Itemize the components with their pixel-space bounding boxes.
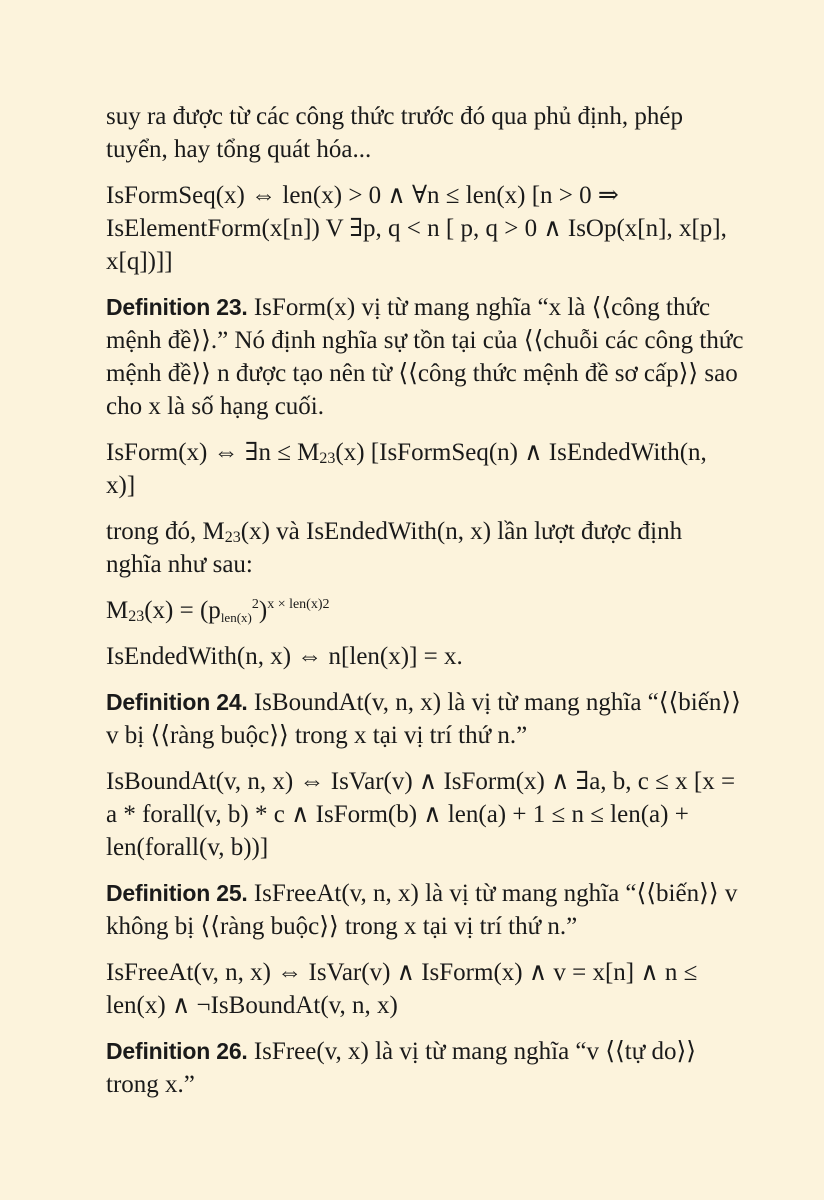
definition-text: IsForm(x) vị từ mang nghĩa “x là ⟨⟨công thức (247, 294, 711, 321)
formula-line: IsBoundAt(v, n, x) ⇔ IsVar(v) ∧ IsForm(x) ∧ ∃a, b, c ≤ x [x = (106, 768, 736, 795)
subscript: 23 (319, 450, 336, 467)
definition-23 (106, 291, 776, 423)
definition-text: trong x.” (106, 1071, 195, 1098)
definition-line (106, 877, 776, 910)
formula-part: M (106, 597, 129, 624)
intro-paragraph (106, 100, 776, 166)
formula-line (106, 436, 776, 469)
definition-text: v bị ⟨⟨ràng buộc⟩⟩ trong x tại vị trí thứ n.” (106, 722, 528, 749)
text-line (106, 515, 776, 548)
formula-line: a * forall(v, b) * c ∧ IsForm(b) ∧ len(a) + 1 ≤ n ≤ len(a) + (106, 801, 689, 828)
subscript: 23 (128, 608, 145, 625)
superscript: x × len(x)2 (267, 597, 330, 612)
formula-isfreeat (106, 956, 776, 1022)
formula-part: (x) [IsFormSeq(n) ∧ IsEndedWith(n, (335, 439, 707, 466)
text-line: tuyển, hay tổng quát hóa... (106, 136, 372, 163)
formula-line: x)] (106, 472, 136, 499)
formula-isendedwith (106, 640, 776, 673)
formula-line: len(forall(v, b))] (106, 834, 269, 861)
definition-heading: Definition 24. (106, 689, 248, 715)
document-page (106, 100, 776, 1114)
subscript: 23 (224, 529, 241, 546)
definition-text: cho x là số hạng cuối. (106, 393, 325, 420)
formula-m23 (106, 594, 776, 627)
subscript: len(x) (220, 610, 252, 625)
superscript: 2 (251, 597, 259, 612)
definition-text: mệnh đề⟩⟩.” Nó định nghĩa sự tồn tại của ⟨⟨chuỗi các công thức (106, 327, 744, 354)
definition-text: IsBoundAt(v, n, x) là vị từ mang nghĩa “⟨⟨biến⟩⟩ (247, 689, 741, 716)
definition-line (106, 291, 776, 324)
definition-text: IsFree(v, x) là vị từ mang nghĩa “v ⟨⟨tự do⟩⟩ (247, 1038, 697, 1065)
definition-text: không bị ⟨⟨ràng buộc⟩⟩ trong x tại vị trí thứ n.” (106, 913, 578, 940)
formula-part: ) (258, 597, 268, 624)
formula-part: (x) = (p (144, 597, 221, 624)
definition-line (106, 686, 776, 719)
text-part: trong đó, M (106, 518, 225, 545)
formula-isform (106, 436, 776, 502)
formula-line: IsElementForm(x[n]) V ∃p, q < n [ p, q > 0 ∧ IsOp(x[n], x[p], (106, 215, 727, 242)
definition-text: IsFreeAt(v, n, x) là vị từ mang nghĩa “⟨⟨biến⟩⟩ v (247, 880, 738, 907)
formula-line: IsFreeAt(v, n, x) ⇔ IsVar(v) ∧ IsForm(x) ∧ v = x[n] ∧ n ≤ (106, 959, 698, 986)
formula-isboundat (106, 765, 776, 864)
formula-line (106, 594, 776, 627)
definition-heading: Definition 26. (106, 1038, 248, 1064)
definition-heading: Definition 23. (106, 294, 248, 320)
formula-line: len(x) ∧ ¬IsBoundAt(v, n, x) (106, 992, 398, 1019)
definition-text: mệnh đề⟩⟩ n được tạo nên từ ⟨⟨công thức mệnh đề sơ cấp⟩⟩ sao (106, 360, 738, 387)
definition-25 (106, 877, 776, 943)
definition-line (106, 1035, 776, 1068)
formula-line: IsFormSeq(x) ⇔ len(x) > 0 ∧ ∀n ≤ len(x) [n > 0 ⇒ (106, 182, 619, 209)
definition-24 (106, 686, 776, 752)
formula-line: IsEndedWith(n, x) ⇔ n[len(x)] = x. (106, 643, 463, 670)
text-line: nghĩa như sau: (106, 551, 253, 578)
text-part: (x) và IsEndedWith(n, x) lần lượt được định (240, 518, 683, 545)
text-line: suy ra được từ các công thức trước đó qua phủ định, phép (106, 103, 684, 130)
formula-part: IsForm(x) ⇔ ∃n ≤ M (106, 439, 320, 466)
definition-heading: Definition 25. (106, 880, 248, 906)
where-paragraph (106, 515, 776, 581)
formula-line: x[q])]] (106, 248, 173, 275)
formula-isformseq (106, 179, 776, 278)
definition-26 (106, 1035, 776, 1101)
